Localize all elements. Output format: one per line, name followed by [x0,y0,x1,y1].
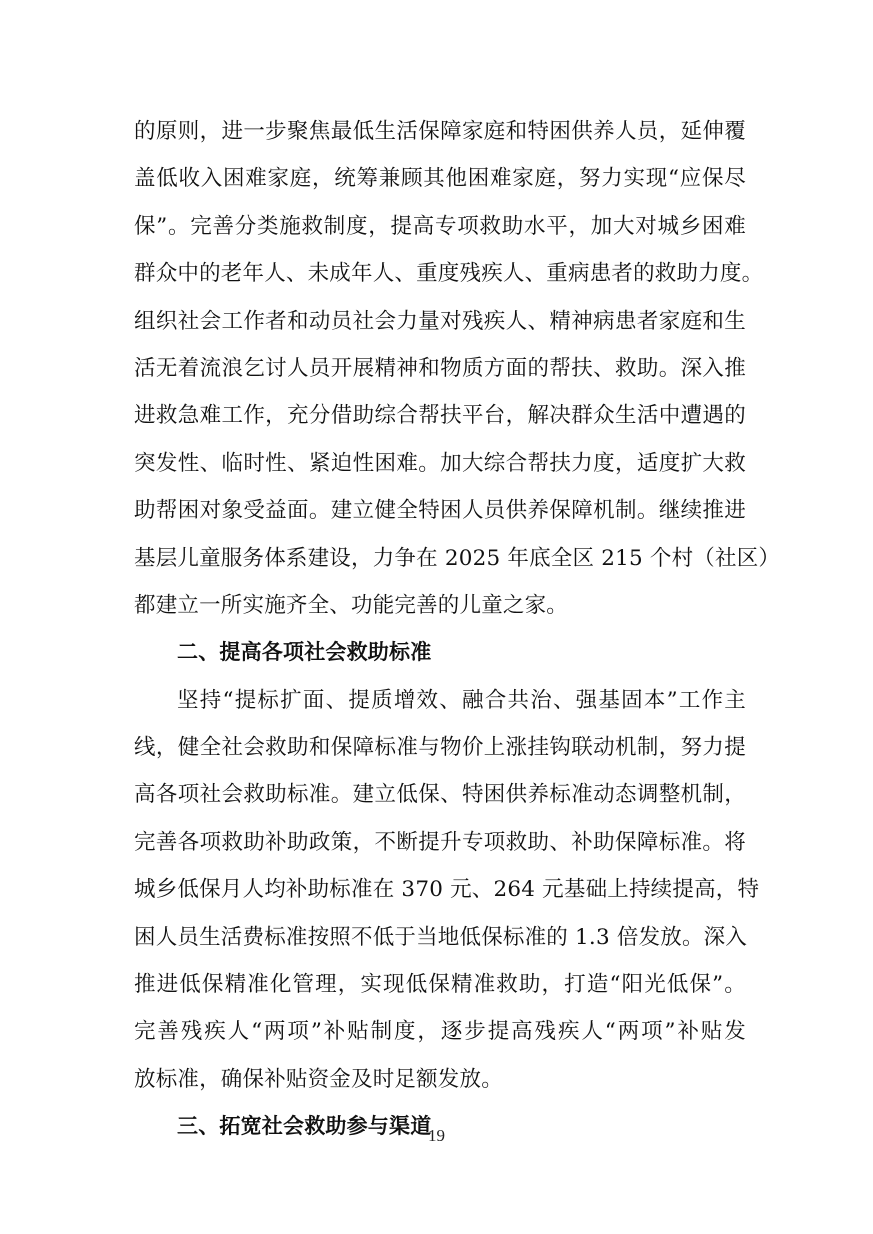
section-heading-2: 二、提高各项社会救助标准 [177,640,432,665]
text-line: 城乡低保月人均补助标准在 370 元、264 元基础上持续提高，特 [134,877,760,903]
text-line: 放标准，确保补贴资金及时足额发放。 [134,1066,503,1092]
text-line: 线，健全社会救助和保障标准与物价上涨挂钩联动机制，努力提 [134,735,746,761]
text-line: 基层儿童服务体系建设，力争在 2025 年底全区 215 个村（社区） [134,545,781,571]
section-heading-3: 三、拓宽社会救助参与渠道 [177,1114,432,1139]
text-line: 突发性、临时性、紧迫性困难。加大综合帮扶力度，适度扩大救 [134,450,746,476]
page-number: 19 [428,1126,445,1145]
text-line: 活无着流浪乞讨人员开展精神和物质方面的帮扶、救助。深入推 [134,355,746,381]
text-line: 困人员生活费标准按照不低于当地低保标准的 1.3 倍发放。深入 [134,924,748,950]
paragraph-1 [134,108,781,629]
paragraph-2 [134,677,760,1104]
text-line: 盖低收入困难家庭，统筹兼顾其他困难家庭，努力实现“应保尽 [134,166,746,192]
text-line: 组织社会工作者和动员社会力量对残疾人、精神病患者家庭和生 [134,308,746,334]
text-line: 保”。完善分类施救制度，提高专项救助水平，加大对城乡困难 [134,213,746,239]
text-line: 完善各项救助补助政策，不断提升专项救助、补助保障标准。将 [134,829,746,855]
text-line: 助帮困对象受益面。建立健全特困人员供养保障机制。继续推进 [134,498,746,524]
text-line: 高各项社会救助标准。建立低保、特困供养标准动态调整机制， [134,782,746,808]
text-line: 都建立一所实施齐全、功能完善的儿童之家。 [134,592,569,618]
text-line: 的原则，进一步聚焦最低生活保障家庭和特困供养人员，延伸覆 [134,119,746,144]
text-line: 进救急难工作，充分借助综合帮扶平台，解决群众生活中遭遇的 [134,403,746,429]
page-content [134,108,781,1151]
text-line: 推进低保精准化管理，实现低保精准救助，打造“阳光低保”。 [134,972,746,998]
text-line: 群众中的老年人、未成年人、重度残疾人、重病患者的救助力度。 [134,261,764,287]
text-line: 坚持“提标扩面、提质增效、融合共治、强基固本”工作主 [177,687,746,713]
text-line: 完善残疾人“两项”补贴制度，逐步提高残疾人“两项”补贴发 [134,1019,746,1045]
